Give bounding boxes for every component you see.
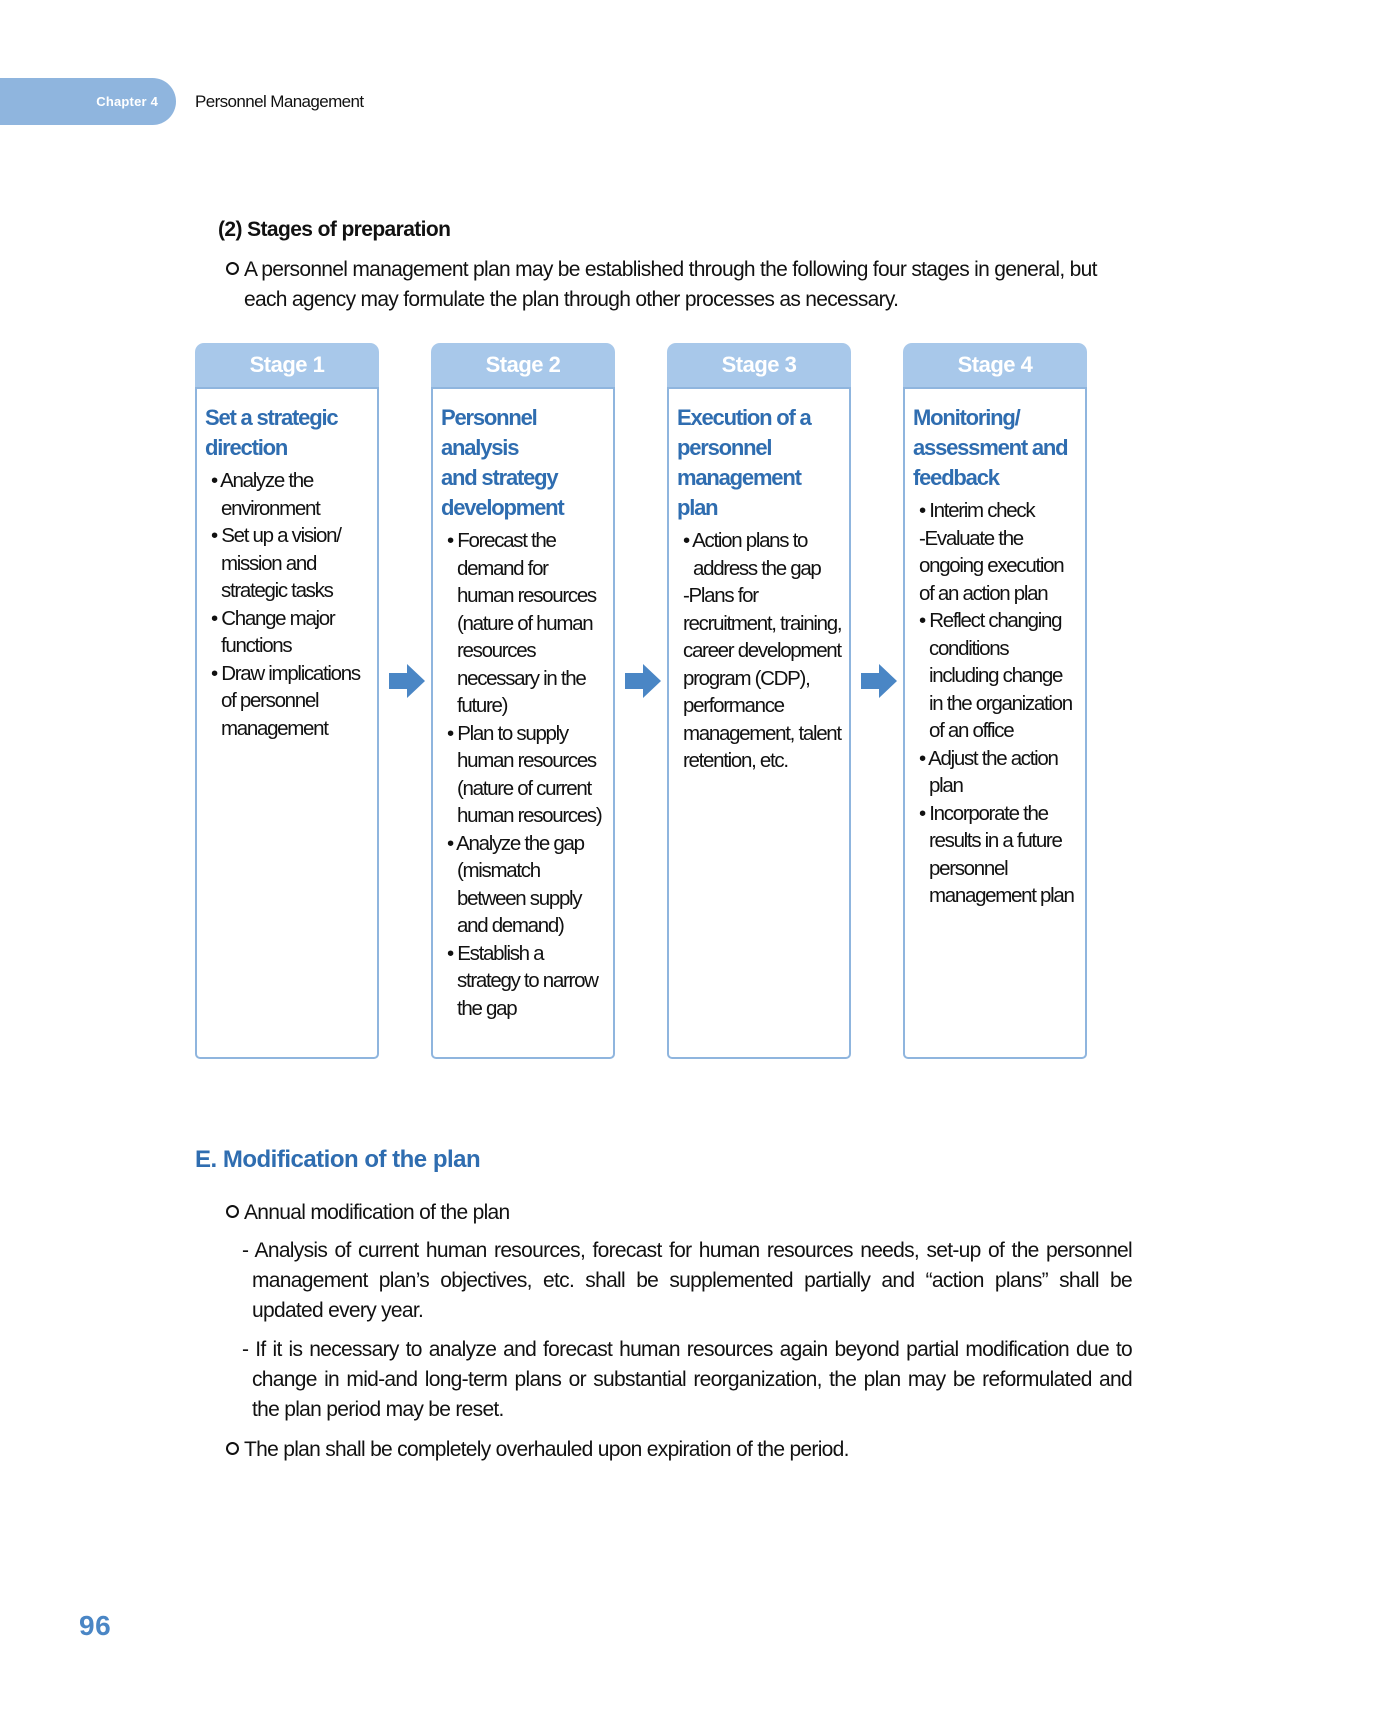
stages-diagram <box>195 343 1095 1103</box>
modification-point-1 <box>226 1198 1136 1228</box>
stage-2-title <box>441 403 607 523</box>
stage-2-header: Stage 2 <box>431 343 615 387</box>
stage-3-body <box>667 387 851 1059</box>
stage-3-items <box>677 527 843 775</box>
point-1-text: Annual modification of the plan <box>244 1201 510 1224</box>
stage-4-body <box>903 387 1087 1059</box>
stage-4-items <box>913 497 1079 910</box>
stage-item: • Change major functions <box>211 606 335 657</box>
section-heading: (2) Stages of preparation <box>218 218 451 241</box>
stage-1-header: Stage 1 <box>195 343 379 387</box>
modification-dash-1: - Analysis of current human resources, forecast for human resources needs, set-up of the personnel management plan’s objectives, etc. shall be supplemented partially and “action plans” shall be updated every year. <box>242 1239 1132 1322</box>
intro-paragraph <box>226 255 1136 315</box>
circle-bullet-icon <box>226 262 239 275</box>
stage-3 <box>667 343 851 772</box>
stage-2-items <box>441 527 607 1022</box>
stage-title-line: plan <box>677 495 718 520</box>
intro-text: A personnel management plan may be established through the following four stages in general, but each agency may formulate the plan through other processes as necessary. <box>244 258 1097 311</box>
running-head: Personnel Management <box>195 92 364 111</box>
stage-title-line: Monitoring/ <box>913 405 1020 430</box>
stage-sub-item: -Evaluate the ongoing execution of an action plan <box>919 526 1064 605</box>
stage-item: • Set up a vision/ mission and strategic tasks <box>211 524 341 602</box>
stage-3-title <box>677 403 843 523</box>
stage-item: • Interim check <box>919 499 1035 522</box>
stage-item: • Adjust the action plan <box>919 746 1058 797</box>
stage-title-line: management <box>677 465 801 490</box>
stage-title-line: feedback <box>913 465 999 490</box>
page-number: 96 <box>79 1610 112 1641</box>
stage-item: • Forecast the demand for human resources (nature of human resources necessary in the future) <box>447 529 596 717</box>
stage-item: • Analyze the gap (mismatch between supply and demand) <box>447 831 584 937</box>
stage-1-title <box>205 403 371 463</box>
stage-sub-item: -Plans for recruitment, training, career development program (CDP), performance management, talent retention, etc. <box>683 584 842 772</box>
right-arrow-icon <box>859 661 899 701</box>
section-e-heading: E. Modification of the plan <box>195 1146 481 1173</box>
stage-1-body <box>195 387 379 1059</box>
stage-title-line: Personnel analysis <box>441 405 537 460</box>
stage-4 <box>903 343 1087 907</box>
stage-title-line: development <box>441 495 564 520</box>
right-arrow-icon <box>623 661 663 701</box>
stage-item: • Establish a strategy to narrow the gap <box>447 941 598 1020</box>
modification-point-2 <box>226 1435 1136 1465</box>
stage-title-line: Execution of a <box>677 405 811 430</box>
stage-3-header: Stage 3 <box>667 343 851 387</box>
stage-title-line: personnel <box>677 435 772 460</box>
stage-item: • Incorporate the results in a future personnel management plan <box>919 801 1074 907</box>
stage-item: • Reflect changing conditions including change in the organization of an office <box>919 609 1072 742</box>
stage-item: • Plan to supply human resources (nature of current human resources) <box>447 721 602 827</box>
stage-item: • Analyze the environment <box>211 469 320 520</box>
stage-item: • Action plans to address the gap <box>683 529 821 580</box>
stage-1 <box>195 343 379 740</box>
right-arrow-icon <box>387 661 427 701</box>
stage-2-body <box>431 387 615 1059</box>
circle-bullet-icon <box>226 1442 239 1455</box>
chapter-tab <box>0 78 176 125</box>
stage-4-header: Stage 4 <box>903 343 1087 387</box>
circle-bullet-icon <box>226 1205 239 1218</box>
stage-4-title <box>913 403 1079 493</box>
stage-2 <box>431 343 615 1020</box>
point-2-text: The plan shall be completely overhauled upon expiration of the period. <box>244 1438 849 1461</box>
chapter-label: Chapter 4 <box>96 94 158 109</box>
stage-title-line: direction <box>205 435 288 460</box>
stage-title-line: Set a strategic <box>205 405 338 430</box>
stage-item: • Draw implications of personnel management <box>211 661 360 740</box>
stage-title-line: assessment and <box>913 435 1068 460</box>
stage-title-line: and strategy <box>441 465 558 490</box>
modification-dash-2: - If it is necessary to analyze and forecast human resources again beyond partial modification due to change in mid-and long-term plans or substantial reorganization, the plan may be reformulated and the plan period may be reset. <box>242 1338 1132 1421</box>
stage-1-items <box>205 467 371 742</box>
